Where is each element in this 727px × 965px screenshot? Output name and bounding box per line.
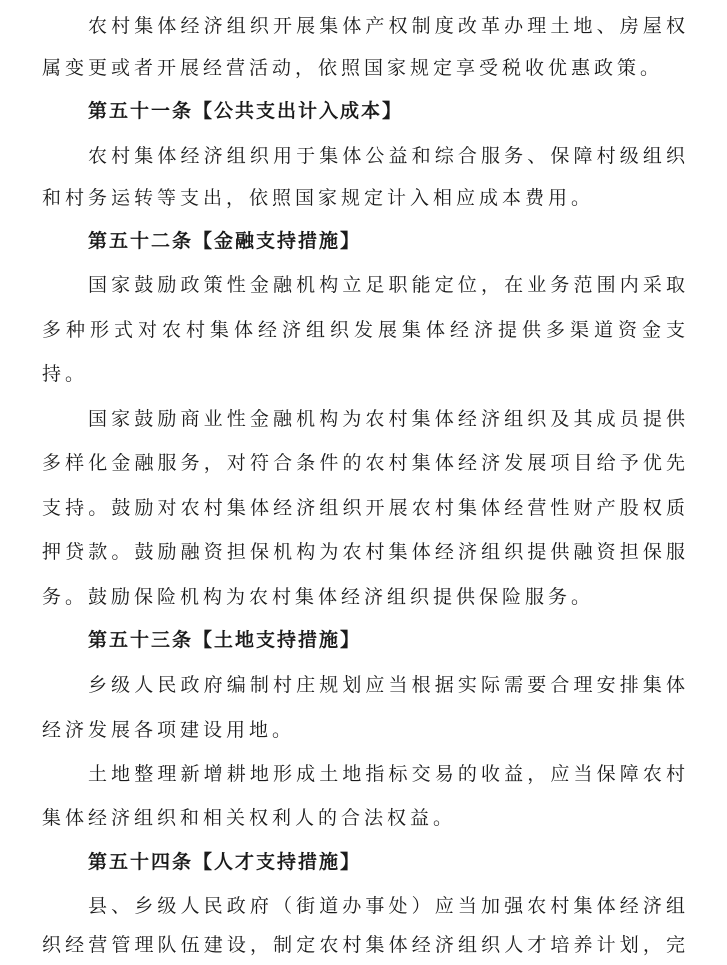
paragraph-line: 乡级人民政府编制村庄规划应当根据实际需要合理安排集体 [88,674,689,696]
paragraph-line: 务。鼓励保险机构为农村集体经济组织提供保险服务。 [42,586,595,608]
article-heading-53: 第五十三条【土地支持措施】 [88,629,362,651]
paragraph-line: 持。 [42,363,89,385]
article-heading-51: 第五十一条【公共支出计入成本】 [88,100,404,122]
paragraph-line: 县、乡级人民政府（街道办事处）应当加强农村集体经济组 [88,895,689,917]
article-heading-52: 第五十二条【金融支持措施】 [88,230,362,252]
paragraph-line: 农村集体经济组织开展集体产权制度改革办理土地、房屋权 [88,15,689,37]
paragraph-line: 土地整理新增耕地形成土地指标交易的收益，应当保障农村 [88,763,689,785]
paragraph-line: 属变更或者开展经营活动，依照国家规定享受税收优惠政策。 [42,57,664,79]
paragraph-line: 农村集体经济组织用于集体公益和综合服务、保障村级组织 [88,145,689,167]
paragraph-line: 多种形式对农村集体经济组织发展集体经济提供多渠道资金支 [42,319,689,341]
paragraph-line: 押贷款。鼓励融资担保机构为农村集体经济组织提供融资担保服 [42,541,689,563]
paragraph-line: 和村务运转等支出，依照国家规定计入相应成本费用。 [42,187,595,209]
paragraph-line: 集体经济组织和相关权利人的合法权益。 [42,807,457,829]
paragraph-line: 织经营管理队伍建设，制定农村集体经济组织人才培养计划，完 [42,934,689,956]
paragraph-line: 国家鼓励商业性金融机构为农村集体经济组织及其成员提供 [88,408,689,430]
paragraph-line: 国家鼓励政策性金融机构立足职能定位，在业务范围内采取 [88,274,689,296]
paragraph-line: 经济发展各项建设用地。 [42,719,296,741]
paragraph-line: 多样化金融服务，对符合条件的农村集体经济发展项目给予优先 [42,452,689,474]
article-heading-54: 第五十四条【人才支持措施】 [88,851,362,873]
paragraph-line: 支持。鼓励对农村集体经济组织开展农村集体经营性财产股权质 [42,497,689,519]
